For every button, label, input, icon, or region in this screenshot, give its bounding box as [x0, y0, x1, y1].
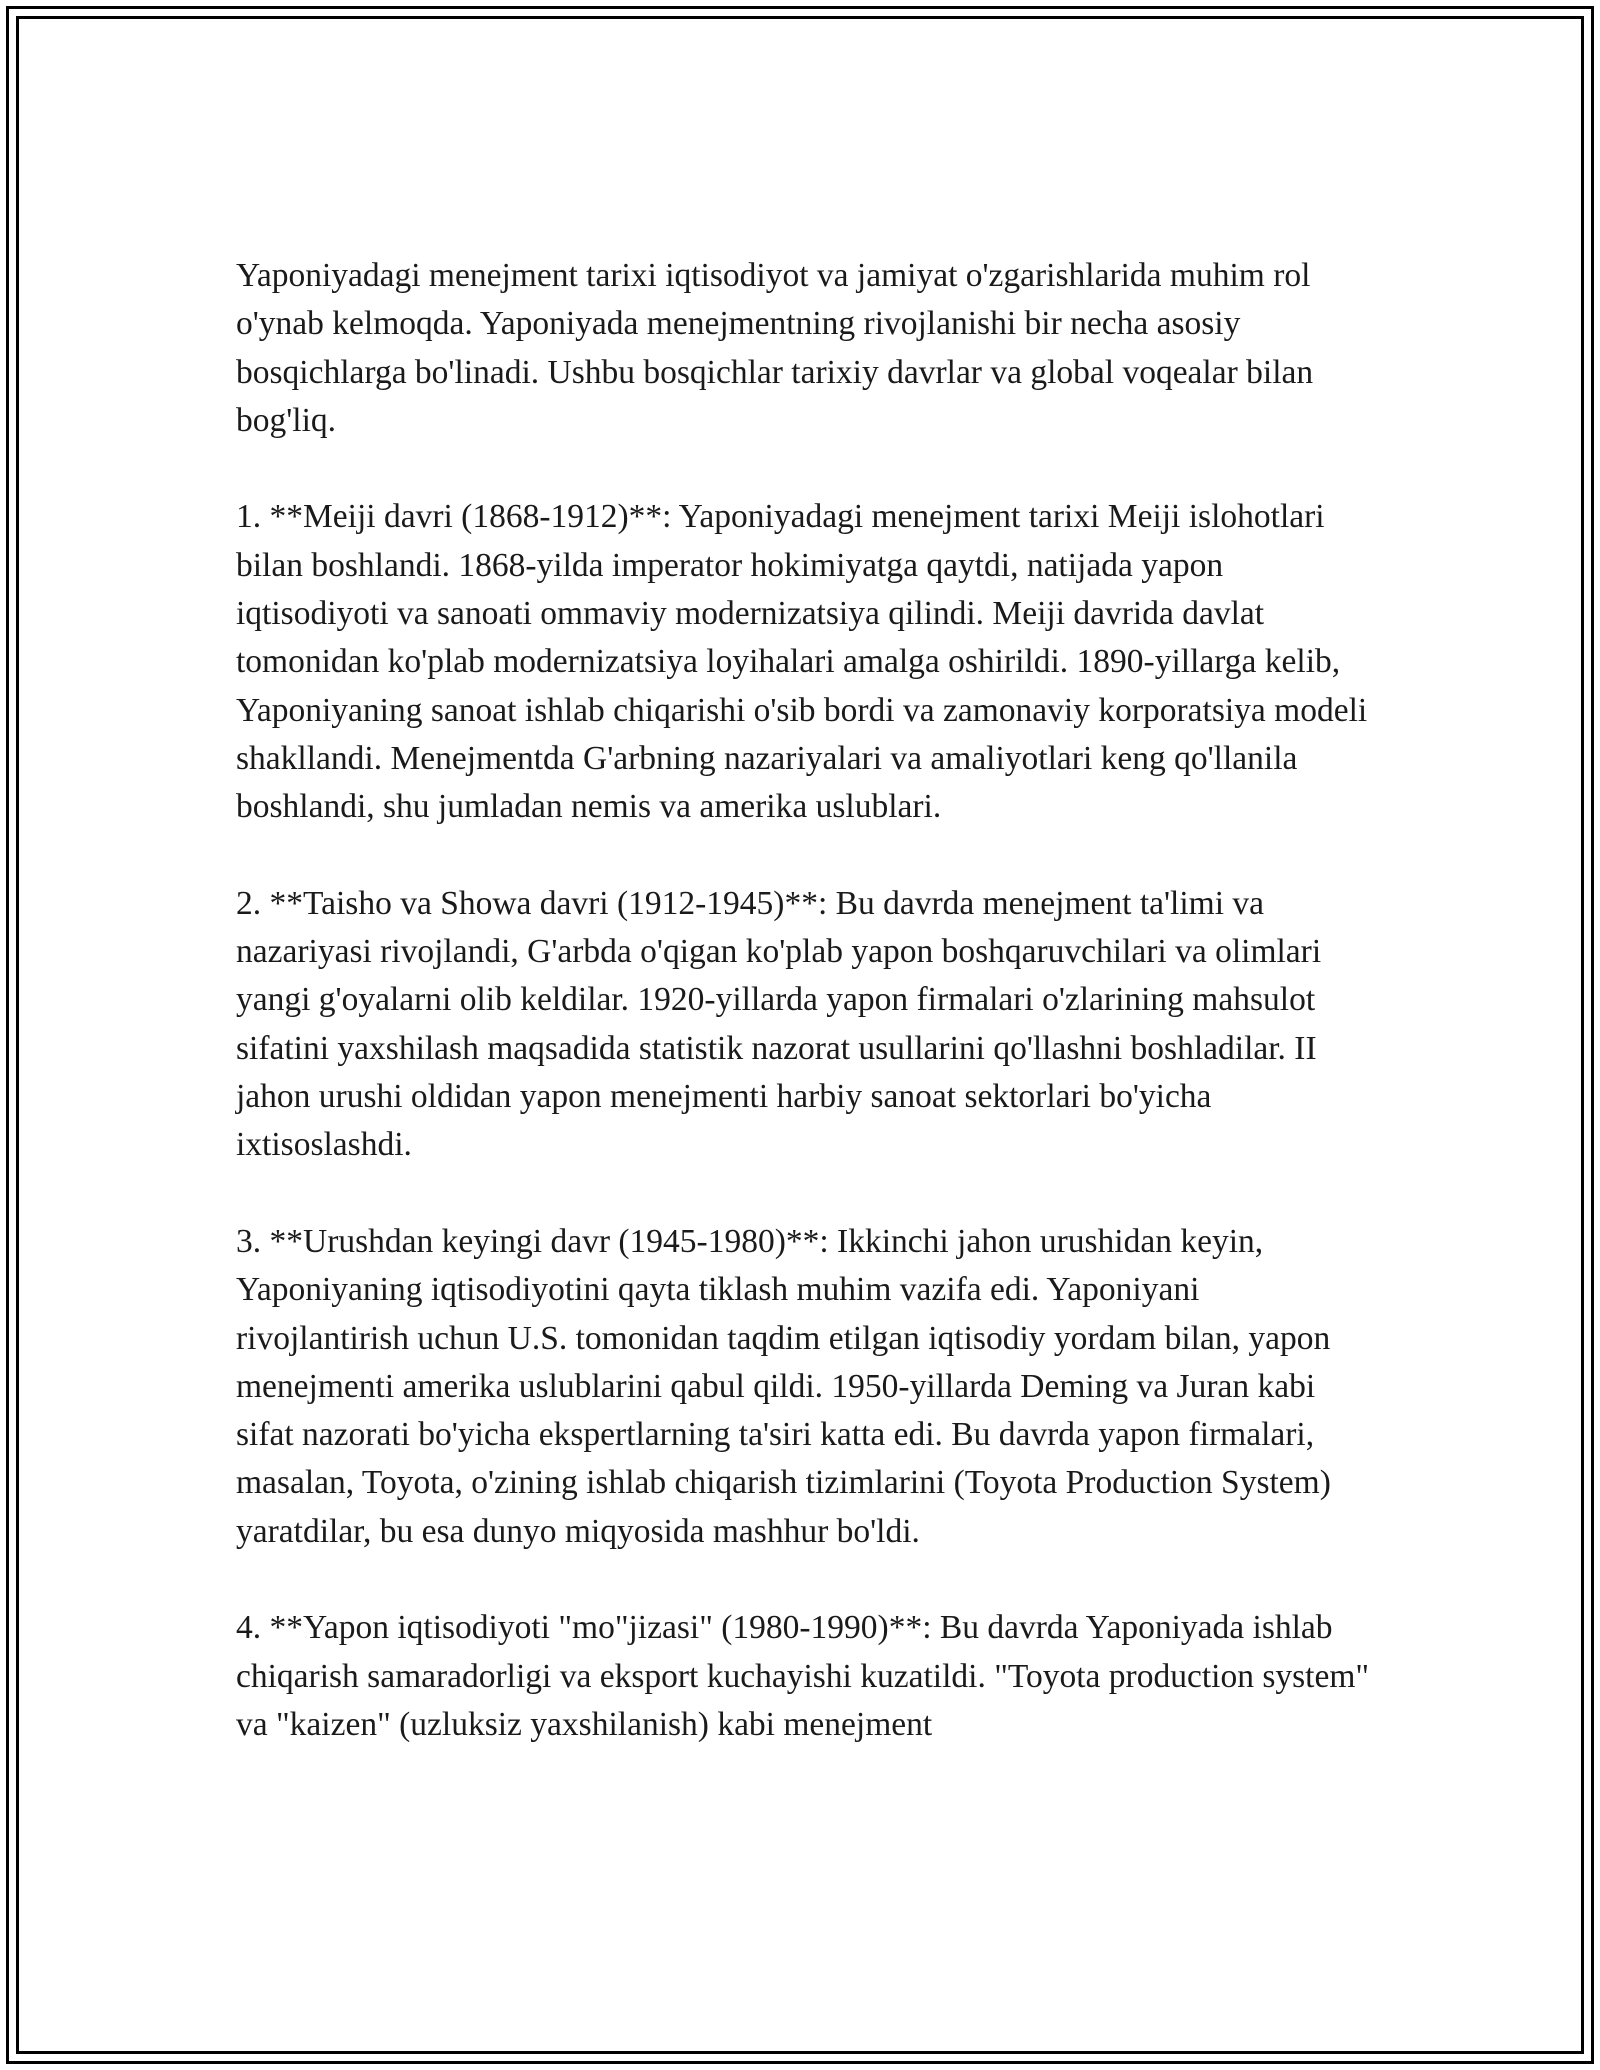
document-body — [236, 252, 1376, 1798]
paragraph-taisho-showa-period: 2. **Taisho va Showa davri (1912-1945)**: Bu davrda menejment ta'limi va nazariyasi rivojlandi, G'arbda o'qigan ko'plab yapon boshqaruvchilari va olimlari yangi g'oyalarni olib keldilar. 1920-yillarda yapon firmalari o'zlarining mahsulot sifatini yaxshilash maqsadida statistik nazorat usullarini qo'llashni boshladilar. II jahon urushi oldidan yapon menejmenti harbiy sanoat sektorlari bo'yicha ixtisoslashdi. — [236, 884, 1322, 1164]
paragraph-economic-miracle: 4. **Yapon iqtisodiyoti "mo"jizasi" (1980-1990)**: Bu davrda Yaponiyada ishlab chiqarish samaradorligi va eksport kuchayishi kuzatildi. "Toyota production system" va "kaizen" (uzluksiz yaxshilanish) kabi menejment — [236, 1609, 1370, 1743]
paragraph-postwar-period: 3. **Urushdan keyingi davr (1945-1980)**: Ikkinchi jahon urushidan keyin, Yaponiyaning iqtisodiyotini qayta tiklash muhim vazifa edi. Yaponiyani rivojlantirish uchun U.S. tomonidan taqdim etilgan iqtisodiy yordam bilan, yapon menejmenti amerika uslublarini qabul qildi. 1950-yillarda Deming va Juran kabi sifat nazorati bo'yicha ekspertlarning ta'siri katta edi. Bu davrda yapon firmalari, masalan, Toyota, o'zining ishlab chiqarish tizimlarini (Toyota Production System) yaratdilar, bu esa dunyo miqyosida mashhur bo'ldi. — [236, 1222, 1331, 1550]
paragraph-intro: Yaponiyadagi menejment tarixi iqtisodiyot va jamiyat o'zgarishlarida muhim rol o'ynab kelmoqda. Yaponiyada menejmentning rivojlanishi bir necha asosiy bosqichlarga bo'linadi. Ushbu bosqichlar tarixiy davrlar va global voqealar bilan bog'liq. — [236, 257, 1314, 439]
paragraph-meiji-period: 1. **Meiji davri (1868-1912)**: Yaponiyadagi menejment tarixi Meiji islohotlari bilan boshlandi. 1868-yilda imperator hokimiyatga qaytdi, natijada yapon iqtisodiyoti va sanoati ommaviy modernizatsiya qilindi. Meiji davrida davlat tomonidan ko'plab modernizatsiya loyihalari amalga oshirildi. 1890-yillarga kelib, Yaponiyaning sanoat ishlab chiqarishi o'sib bordi va zamonaviy korporatsiya modeli shakllandi. Menejmentda G'arbning nazariyalari va amaliyotlari keng qo'llanila boshlandi, shu jumladan nemis va amerika uslublari. — [236, 498, 1368, 826]
